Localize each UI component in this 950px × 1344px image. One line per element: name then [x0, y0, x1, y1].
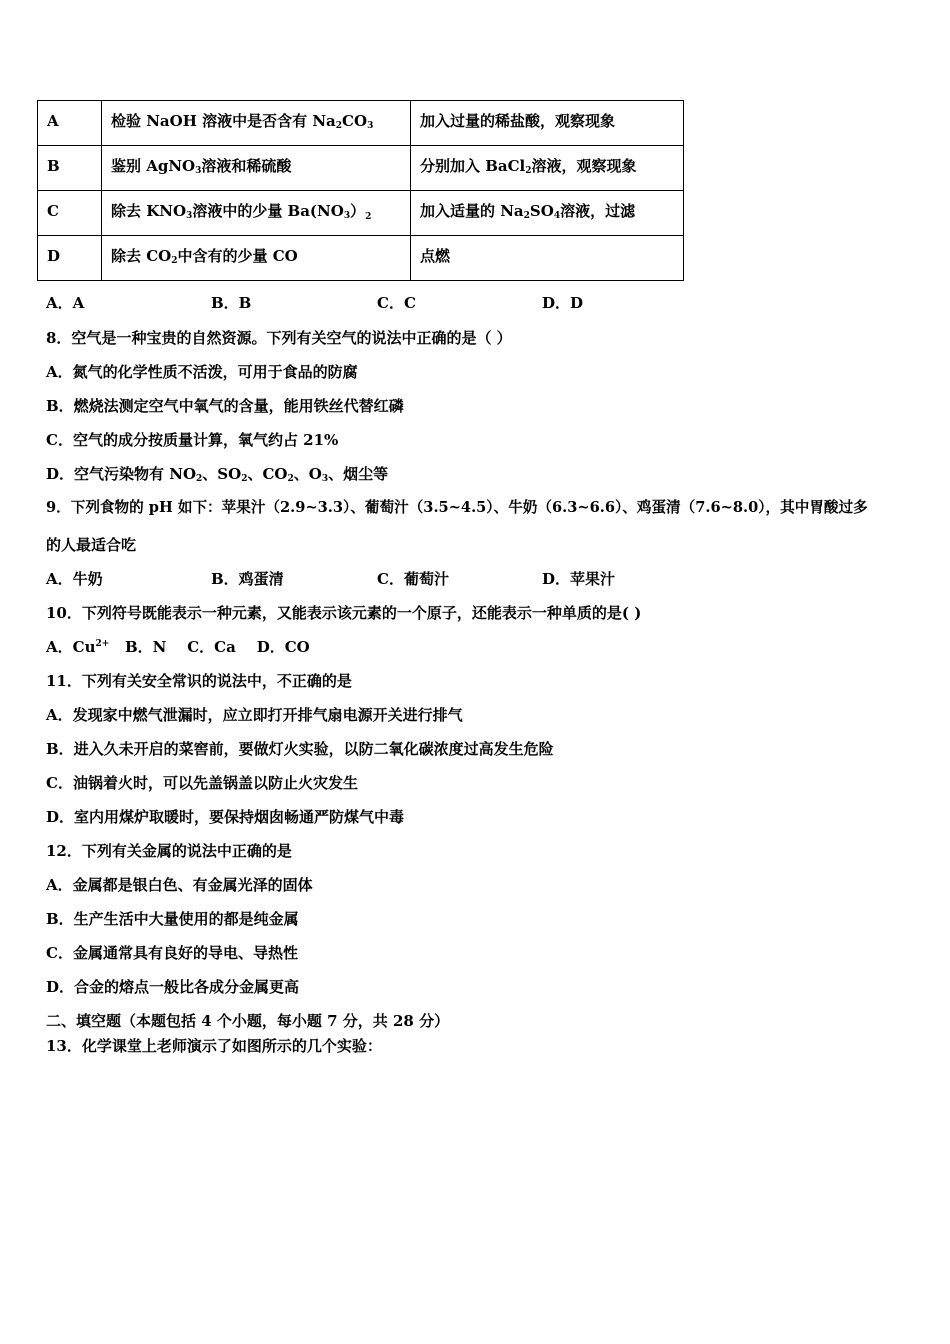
options-table: [37, 100, 684, 281]
table-row: [38, 191, 684, 236]
q12-option-a: A．金属都是银白色、有金属光泽的固体: [46, 876, 313, 894]
q9-option-a: A．牛奶: [46, 570, 103, 588]
q11-option-d: D．室内用煤炉取暖时，要保持烟囱畅通严防煤气中毒: [46, 808, 405, 826]
q8-option-d: D．空气污染物有 $NO_2$、$SO_2$、$CO_2$、$O_3$、烟尘等: [46, 465, 389, 484]
q7-option-b: B．B: [211, 294, 252, 312]
row-key: D: [38, 236, 102, 281]
q12-option-c: C．金属通常具有良好的导电、导热性: [46, 944, 298, 962]
q12-option-d: D．合金的熔点一般比各成分金属更高: [46, 978, 300, 996]
table-row: [38, 146, 684, 191]
q10-options: A．$Cu^{2+}$ B．N C．Ca D．CO: [46, 638, 310, 656]
q13-stem: 13．化学课堂上老师演示了如图所示的几个实验：: [46, 1037, 382, 1055]
table-row: [38, 101, 684, 146]
row-key: C: [38, 191, 102, 236]
q9-option-d: D．苹果汁: [542, 570, 616, 588]
q11-stem: 11．下列有关安全常识的说法中，不正确的是: [46, 672, 352, 690]
row-purpose: 除去 $KNO_3$溶液中的少量 $Ba(NO_3)_2$: [102, 191, 411, 236]
q12-stem: 12．下列有关金属的说法中正确的是: [46, 842, 292, 860]
q11-option-b: B．进入久未开启的菜窖前，要做灯火实验，以防二氧化碳浓度过高发生危险: [46, 740, 554, 758]
table-row: [38, 236, 684, 281]
q8-option-c: C．空气的成分按质量计算，氧气约占 21%: [46, 431, 339, 449]
q7-option-c: C．C: [377, 294, 416, 312]
row-method: 加入适量的 $Na_2SO_4$溶液，过滤: [411, 191, 684, 236]
q11-option-a: A．发现家中燃气泄漏时，应立即打开排气扇电源开关进行排气: [46, 706, 463, 724]
row-purpose: 除去 $CO_2$中含有的少量 CO: [102, 236, 411, 281]
row-key: A: [38, 101, 102, 146]
q8-option-b: B．燃烧法测定空气中氧气的含量，能用铁丝代替红磷: [46, 397, 404, 415]
q9-option-b: B．鸡蛋清: [211, 570, 284, 588]
q12-option-b: B．生产生活中大量使用的都是纯金属: [46, 910, 299, 928]
q8-option-a: A．氮气的化学性质不活泼，可用于食品的防腐: [46, 363, 358, 381]
q10-stem: 10．下列符号既能表示一种元素，又能表示该元素的一个原子，还能表示一种单质的是( ): [46, 604, 642, 622]
row-purpose: 检验 NaOH 溶液中是否含有 $Na_2CO_3$: [102, 101, 411, 146]
row-purpose: 鉴别 AgNO$_3$溶液和稀硫酸: [102, 146, 411, 191]
row-method: 点燃: [411, 236, 684, 281]
q11-option-c: C．油锅着火时，可以先盖锅盖以防止火灾发生: [46, 774, 358, 792]
q7-option-d: D．D: [542, 294, 584, 312]
q7-option-a: A．A: [46, 294, 85, 312]
section-heading: 二、填空题（本题包括 4 个小题，每小题 7 分，共 28 分）: [46, 1012, 450, 1030]
q9-option-c: C．葡萄汁: [377, 570, 449, 588]
row-method: 加入过量的稀盐酸，观察现象: [411, 101, 684, 146]
q9-stem-line1: 9．下列食物的 pH 如下：苹果汁（2.9~3.3）、葡萄汁（3.5~4.5）、牛奶（6.3~6.6）、鸡蛋清（7.6~8.0），其中胃酸过多: [46, 499, 868, 516]
q8-stem: 8．空气是一种宝贵的自然资源。下列有关空气的说法中正确的是（ ）: [46, 329, 512, 347]
q9-stem-line2: 的人最适合吃: [46, 536, 137, 554]
row-key: B: [38, 146, 102, 191]
row-method: 分别加入 BaCl$_2$溶液，观察现象: [411, 146, 684, 191]
